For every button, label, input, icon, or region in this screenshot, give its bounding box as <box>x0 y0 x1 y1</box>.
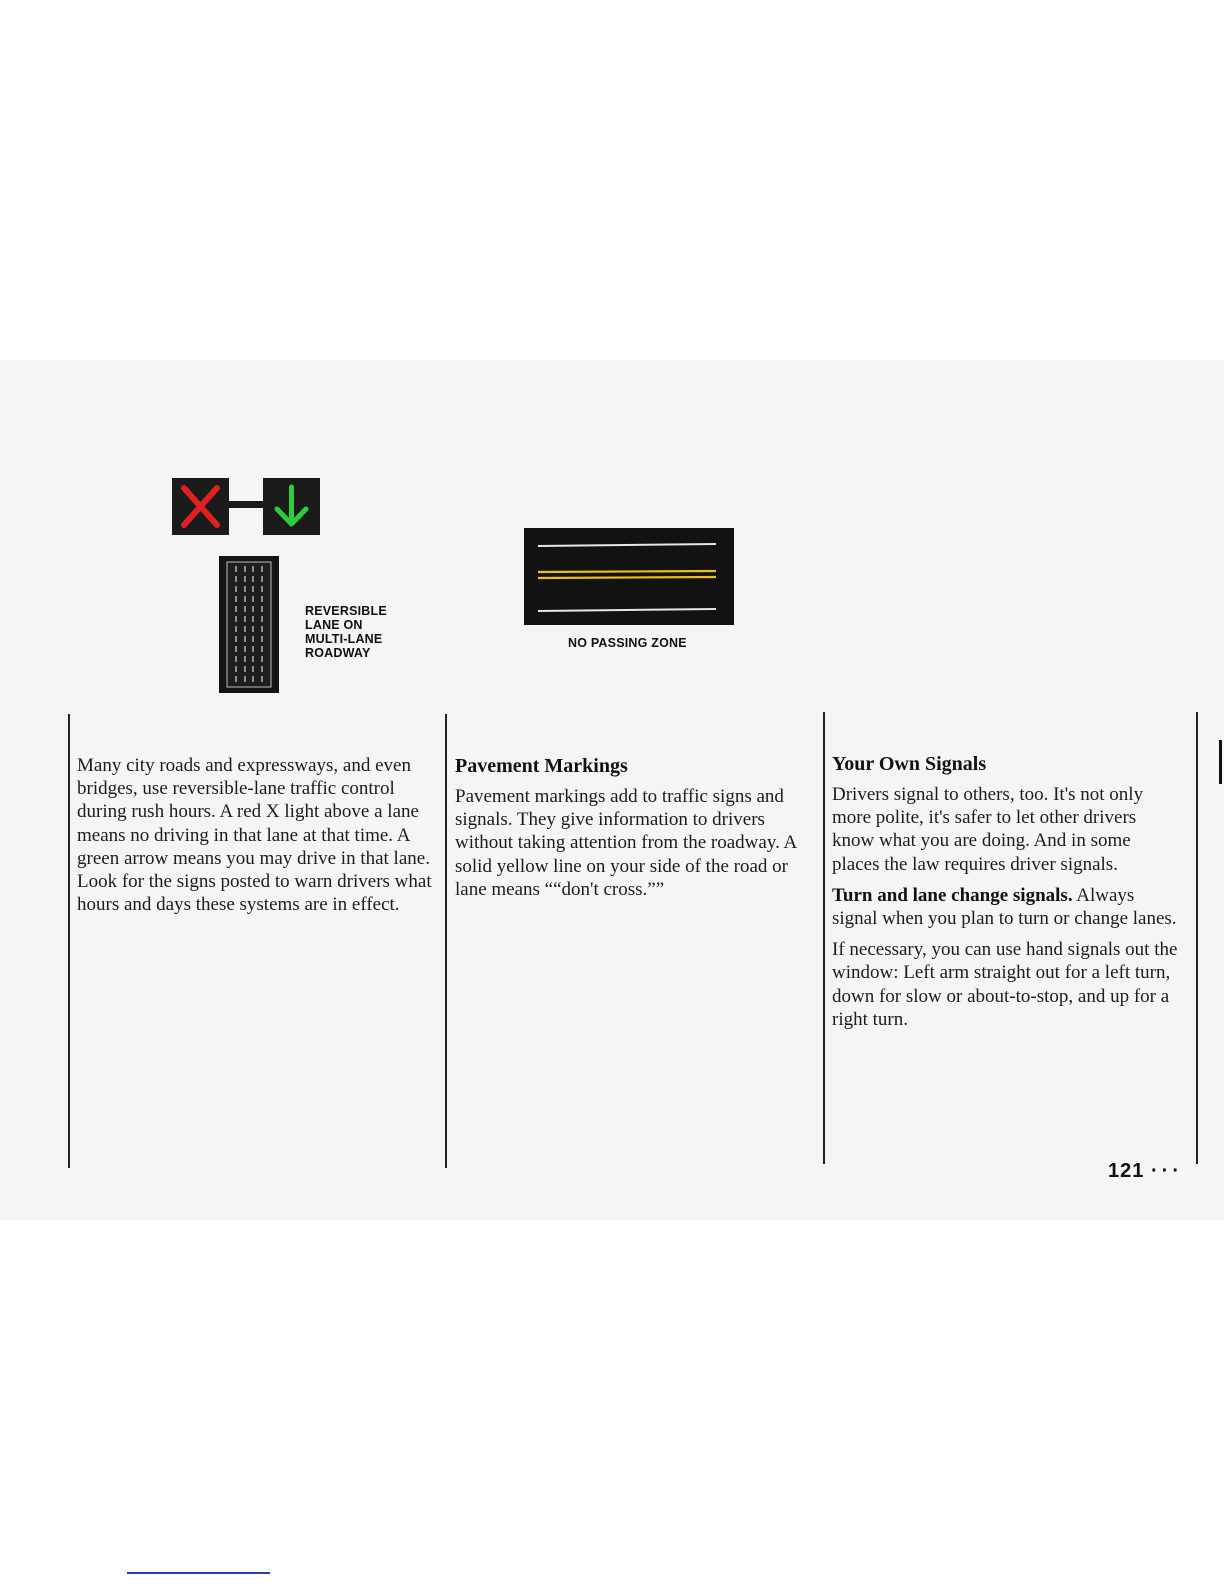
page-dots: ··· <box>1151 1160 1183 1182</box>
caption-line: LANE ON <box>305 618 363 632</box>
middle-column <box>455 753 807 909</box>
signal-connector <box>229 501 265 508</box>
column-rule <box>445 714 447 1168</box>
signals-intro-paragraph: Drivers signal to others, too. It's not only more polite, it's safer to let other drivers know what you are doing. And in some places the law requires driver signals. <box>832 784 1144 875</box>
edge-tick <box>1219 740 1222 784</box>
your-own-signals-heading: Your Own Signals <box>832 753 987 775</box>
column-rule <box>823 712 825 1164</box>
roadway-lanes-icon <box>219 556 279 693</box>
caption-line: MULTI-LANE <box>305 632 383 646</box>
turn-signals-paragraph <box>832 884 1182 930</box>
no-passing-zone-caption: NO PASSING ZONE <box>568 636 687 650</box>
reversible-lane-paragraph: Many city roads and expressways, and even bridges, use reversible-lane traffic control during rush hours. A red X light above a lane means no driving in that lane at that time. A green arrow means you may drive in that lane. Look for the signs posted to warn drivers what hours and days these systems are in effect. <box>77 755 432 916</box>
reversible-lane-caption <box>305 604 415 660</box>
right-column <box>832 751 1182 1039</box>
no-passing-zone-road-icon <box>524 528 734 625</box>
turn-signals-lead: Turn and lane change signals. <box>832 884 1073 906</box>
column-rule <box>68 714 70 1168</box>
hand-signals-paragraph: If necessary, you can use hand signals out the window: Left arm straight out for a left turn, down for slow or about-to-stop, and up for a right turn. <box>832 939 1178 1030</box>
column-rule <box>1196 712 1198 1164</box>
turn-signals-text: Always signal when you plan to turn or change lanes. <box>832 884 1177 930</box>
left-column <box>77 754 435 924</box>
red-x-signal-icon <box>172 478 229 535</box>
page-number: 121 <box>1108 1160 1145 1182</box>
green-arrow-signal-icon <box>263 478 320 535</box>
pavement-markings-paragraph: Pavement markings add to traffic signs and signals. They give information to drivers without taking attention from the roadway. A solid yellow line on your side of the road or lane means ““don't cross.”” <box>455 786 797 900</box>
caption-line: ROADWAY <box>305 646 371 660</box>
caption-line: REVERSIBLE <box>305 604 387 618</box>
bottom-rule <box>127 1572 270 1574</box>
pavement-markings-heading: Pavement Markings <box>455 755 628 777</box>
